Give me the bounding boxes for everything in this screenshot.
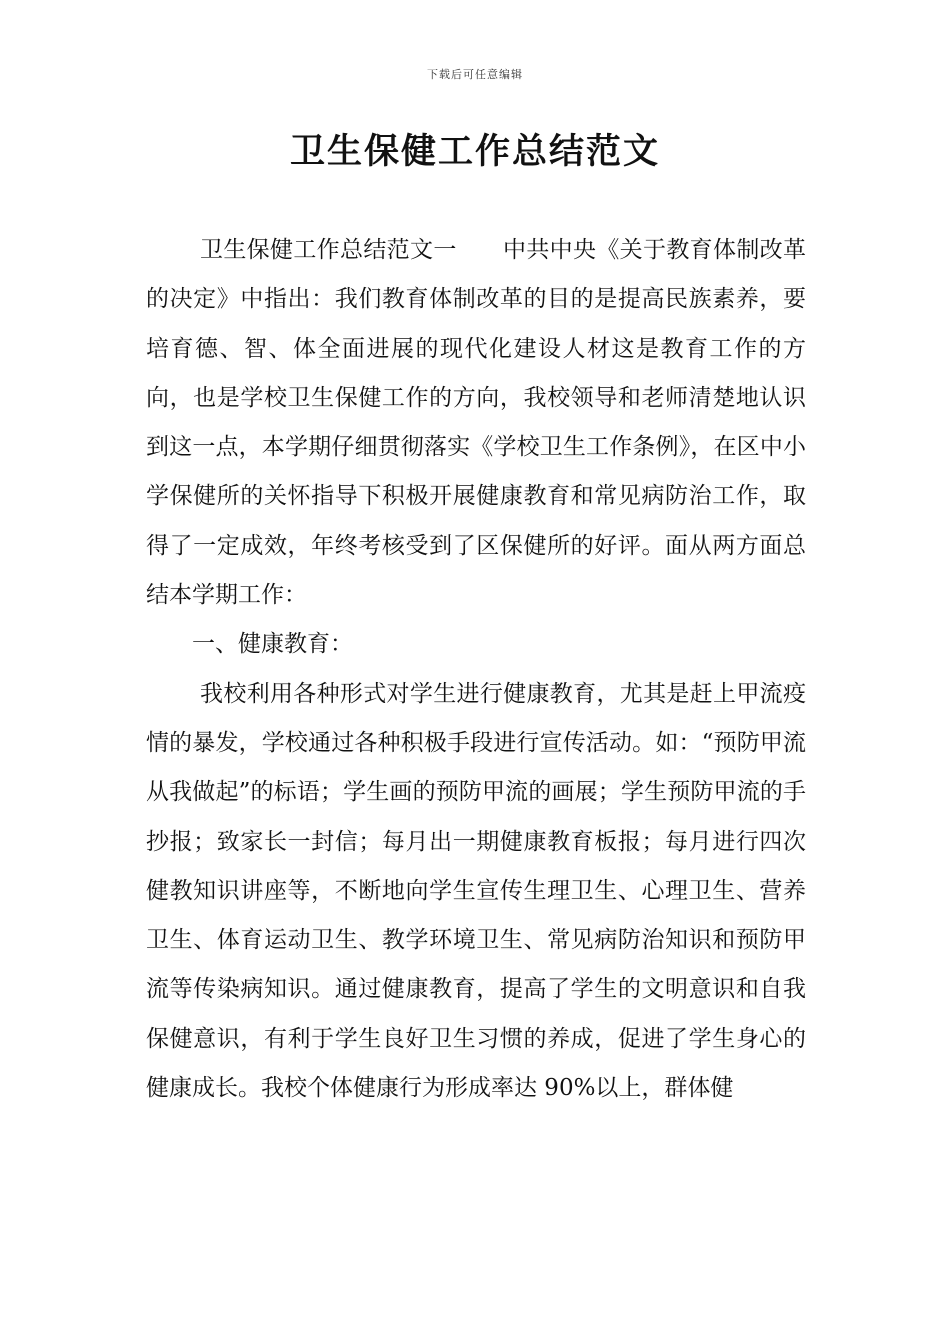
document-body: [146, 226, 806, 1113]
section-1-paragraph: 我校利用各种形式对学生进行健康教育，尤其是赶上甲流疫情的暴发，学校通过各种积极手段进行宣传活动。如：“预防甲流从我做起”的标语；学生画的预防甲流的画展；学生预防甲流的手抄报；致家长一封信；每月出一期健康教育板报；每月进行四次健教知识讲座等，不断地向学生宣传生理卫生、心理卫生、营养卫生、体育运动卫生、教学环境卫生、常见病防治知识和预防甲流等传染病知识。通过健康教育，提高了学生的文明意识和自我保健意识，有利于学生良好卫生习惯的养成，促进了学生身心的健康成长。我校个体健康行为形成率达 90%以上，群体健: [146, 680, 806, 1102]
document-title: 卫生保健工作总结范文: [289, 132, 660, 172]
intro-body: 中共中央《关于教育体制改革的决定》中指出：我们教育体制改革的目的是提高民族素养，要培育德、智、体全面进展的现代化建设人材这是教育工作的方向，也是学校卫生保健工作的方向，我校领导和老师清楚地认识到这一点，本学期仔细贯彻落实《学校卫生工作条例》，在区中小学保健所的关怀指导下积极开展健康教育和常见病防治工作，取得了一定成效，年终考核受到了区保健所的好评。面从两方面总结本学期工作：: [146, 237, 807, 609]
intro-lead: 卫生保健工作总结范文一: [200, 237, 457, 263]
section-1-heading: 一、健康教育：: [192, 631, 353, 658]
header-note: 下载后可任意编辑: [427, 68, 523, 81]
intro-paragraph: [146, 226, 806, 620]
